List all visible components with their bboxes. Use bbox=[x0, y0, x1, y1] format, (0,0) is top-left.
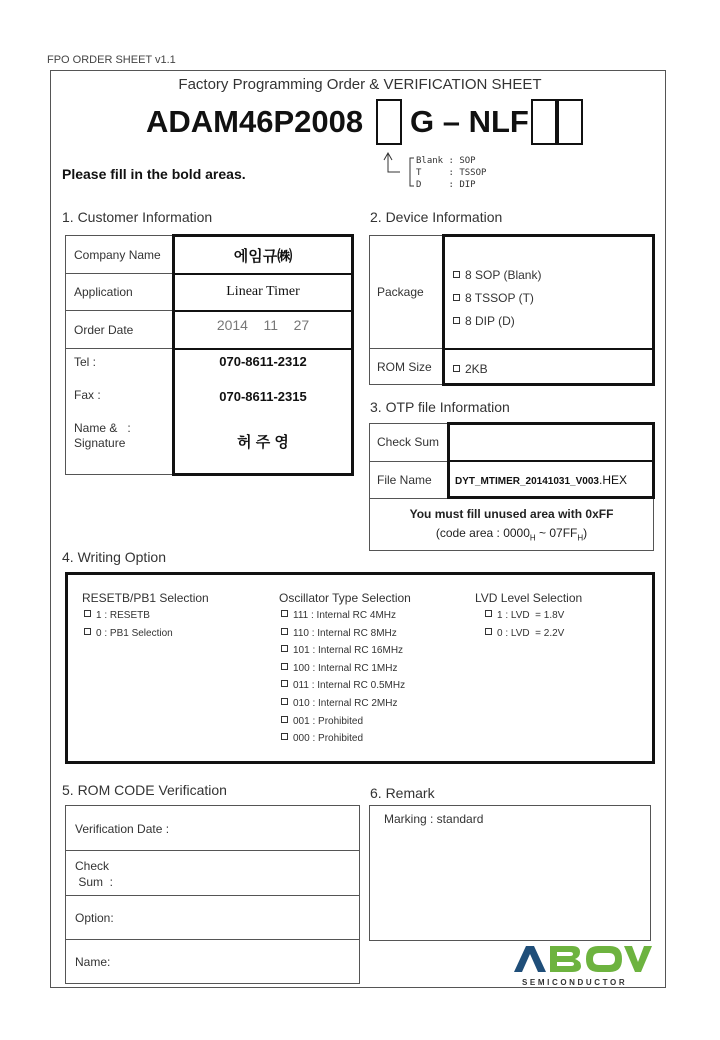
abov-logo bbox=[510, 944, 652, 988]
lvd-option-0[interactable]: 0 : LVD = 2.2V bbox=[485, 628, 564, 639]
part-prefix: ADAM46P2008 bbox=[146, 104, 364, 139]
checkbox-icon bbox=[453, 365, 460, 372]
company-name-label: Company Name bbox=[74, 248, 161, 262]
rom-size-label: ROM Size bbox=[377, 360, 432, 374]
checkbox-icon bbox=[485, 628, 492, 635]
suffix-field-2[interactable] bbox=[557, 99, 583, 145]
checkbox-icon bbox=[281, 645, 288, 652]
checkbox-icon bbox=[453, 294, 460, 301]
osc-title: Oscillator Type Selection bbox=[279, 591, 411, 605]
filename-label: File Name bbox=[377, 473, 432, 487]
logo-glyph bbox=[550, 946, 581, 972]
fill-instruction: Please fill in the bold areas. bbox=[62, 166, 246, 182]
osc-option-000[interactable]: 000 : Prohibited bbox=[281, 733, 363, 744]
name-label: Name & : bbox=[74, 421, 131, 435]
verification-date-label: Verification Date : bbox=[75, 822, 170, 836]
rom-size-option[interactable]: 2KB bbox=[453, 362, 488, 376]
sheet-title: Factory Programming Order & VERIFICATION SHEET bbox=[178, 76, 542, 93]
checkbox-icon bbox=[281, 716, 288, 723]
package-code-legend: Blank : SOP T : TSSOP D : DIP bbox=[416, 156, 487, 190]
package-option-sop[interactable]: 8 SOP (Blank) bbox=[453, 268, 541, 282]
checkbox-icon bbox=[281, 628, 288, 635]
customer-heading: 1. Customer Information bbox=[62, 209, 213, 225]
logo-glyph bbox=[514, 946, 546, 972]
osc-option-111[interactable]: 111 : Internal RC 4MHz bbox=[281, 610, 396, 621]
osc-option-101[interactable]: 101 : Internal RC 16MHz bbox=[281, 645, 403, 656]
osc-option-010[interactable]: 010 : Internal RC 2MHz bbox=[281, 698, 398, 709]
checkbox-icon bbox=[485, 610, 492, 617]
company-name-value[interactable]: 에임규㈱ bbox=[233, 248, 293, 265]
order-date-value[interactable]: 2014 11 27 bbox=[216, 317, 310, 333]
checkbox-icon bbox=[84, 610, 91, 617]
tel-value[interactable]: 070-8611-2312 bbox=[219, 354, 307, 369]
fax-label: Fax : bbox=[74, 388, 101, 402]
osc-option-100[interactable]: 100 : Internal RC 1MHz bbox=[281, 663, 398, 674]
signature-label: Signature bbox=[74, 436, 126, 450]
check-label: Check bbox=[75, 859, 110, 873]
verifier-name-label: Name: bbox=[75, 955, 111, 969]
part-mid: G – NLF bbox=[410, 104, 529, 139]
checkbox-icon bbox=[84, 628, 91, 635]
checkbox-icon bbox=[281, 680, 288, 687]
checkbox-icon bbox=[453, 271, 460, 278]
package-label: Package bbox=[377, 285, 424, 299]
application-label: Application bbox=[74, 285, 133, 299]
fax-value[interactable]: 070-8611-2315 bbox=[219, 389, 307, 404]
suffix-field-1[interactable] bbox=[531, 99, 557, 145]
package-option-tssop[interactable]: 8 TSSOP (T) bbox=[453, 291, 534, 305]
lvd-title: LVD Level Selection bbox=[475, 591, 583, 605]
checkbox-icon bbox=[281, 698, 288, 705]
package-code-field[interactable] bbox=[376, 99, 402, 145]
checksum-label: Check Sum bbox=[377, 435, 440, 449]
logo-glyph bbox=[586, 946, 622, 972]
reset-option-0[interactable]: 0 : PB1 Selection bbox=[84, 628, 173, 639]
sum-label: Sum : bbox=[75, 875, 114, 889]
order-date-label: Order Date bbox=[74, 323, 134, 337]
logo-glyph bbox=[624, 946, 652, 972]
checkbox-icon bbox=[281, 610, 288, 617]
checkbox-icon bbox=[281, 733, 288, 740]
filename-value[interactable]: DYT_MTIMER_20141031_V003.HEX bbox=[455, 473, 627, 487]
otp-heading: 3. OTP file Information bbox=[370, 399, 510, 415]
remark-heading: 6. Remark bbox=[370, 785, 435, 801]
lvd-option-1[interactable]: 1 : LVD = 1.8V bbox=[485, 610, 564, 621]
osc-option-001[interactable]: 001 : Prohibited bbox=[281, 716, 363, 727]
logo-subtitle: SEMICONDUCTOR bbox=[522, 978, 628, 987]
writing-heading: 4. Writing Option bbox=[62, 549, 167, 565]
osc-option-011[interactable]: 011 : Internal RC 0.5MHz bbox=[281, 680, 405, 691]
reset-title: RESETB/PB1 Selection bbox=[82, 591, 209, 605]
code-area-note: (code area : $0000_H$ ~ $07FF_H$) bbox=[435, 526, 588, 543]
checkbox-icon bbox=[281, 663, 288, 670]
osc-option-110[interactable]: 110 : Internal RC 8MHz bbox=[281, 628, 397, 639]
device-heading: 2. Device Information bbox=[370, 209, 503, 225]
verification-heading: 5. ROM CODE Verification bbox=[62, 782, 227, 798]
option-label: Option: bbox=[75, 911, 114, 925]
tel-label: Tel : bbox=[74, 355, 97, 369]
sheet-version: FPO ORDER SHEET v1.1 bbox=[47, 54, 176, 66]
reset-option-1[interactable]: 1 : RESETB bbox=[84, 610, 150, 621]
marking-text: Marking : standard bbox=[384, 812, 484, 826]
fill-ff-note: You must fill unused area with 0xFF bbox=[409, 507, 614, 521]
application-value[interactable]: Linear Timer bbox=[226, 284, 300, 299]
package-code-arrow bbox=[378, 150, 418, 192]
package-option-dip[interactable]: 8 DIP (D) bbox=[453, 314, 515, 328]
checkbox-icon bbox=[453, 317, 460, 324]
signature-value[interactable]: 허 주 영 bbox=[237, 434, 289, 451]
